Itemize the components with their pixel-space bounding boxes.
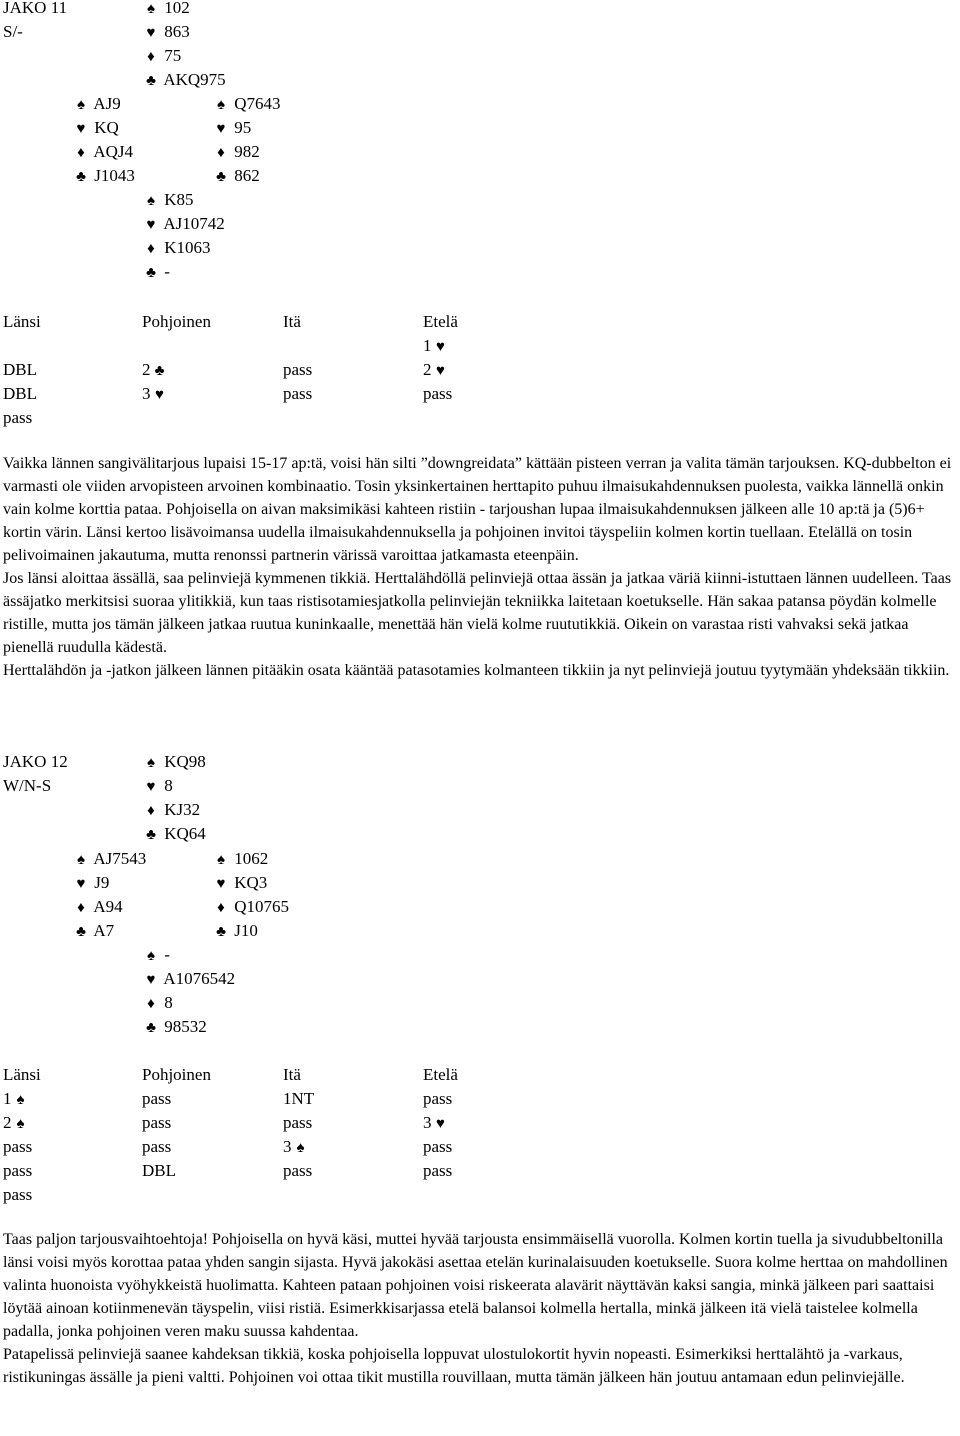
club-icon: ♣ [216,924,226,940]
north-clubs [142,822,206,847]
spade-icon: ♠ [147,948,155,964]
heart-icon: ♥ [76,876,86,892]
bid: pass [423,1089,453,1108]
bid: pass [3,1185,33,1204]
bid: pass [283,1161,313,1180]
spade-icon: ♠ [147,193,155,209]
vulnerability: W/N-S [3,776,52,795]
south-clubs [142,260,170,285]
paragraph: Taas paljon tarjousvaihtoehtoja! Pohjoisella on hyvä käsi, muttei hyvää tarjousta ensimmäisellä vuorolla. Kolmen kortin tuella ja sivudubbeltonilla länsi voisi myös korottaa pataa yhden sangin sijasta. Hyvä jakokäsi asettaa etelän kurinalaisuuden koetukselle. Suora kolme herttaa on mahdollinen valinta huonoista vyöhykkeistä huolimatta. Kahteen pataan pohjoinen voisi riskeerata alavärit näyttävän kaksi sangia, minkä jälkeen pari saattaisi löytää ainoan kotiinmenevän täyspelin, viisi ristiä. Esimerkkisarjassa etelä balansoi kolmella hertalla, minkä jälkeen itä vielä taistelee kolmella padalla, jonka pohjoinen veren maku suussa kahdentaa. [3,1231,948,1340]
east-hearts [212,116,251,141]
holding: 863 [164,22,190,41]
holding: J10 [234,921,258,940]
east-clubs [212,164,260,189]
deal-title: JAKO 11 [3,0,68,17]
heart-icon: ♥ [146,779,156,795]
heart-icon: ♥ [76,121,86,137]
north-clubs [142,68,226,93]
holding: A7 [93,921,115,940]
south-hearts [142,212,225,237]
bid: 1 ♠ [3,1087,30,1112]
bid: pass [423,1137,453,1156]
holding: K1063 [164,238,211,257]
south-diamonds [142,236,211,261]
club-icon: ♣ [146,265,156,281]
south-diamonds [142,991,173,1016]
west-diamonds [72,140,133,165]
diamond-icon: ♦ [217,900,225,916]
bid: 2 ♠ [3,1111,30,1136]
paragraph: Patapelissä pelinviejä saanee kahdeksan tikkiä, koska pohjoisella loppuvat ulostulokortit hyvin nopeasti. Esimerkiksi herttalähtö ja -varkaus, ristikuningas ässälle ja pieni valtti. Pohjoinen voi ottaa tikit mustilla rouvillaan, mutta tämän jälkeen hän joutuu antamaan edun pelinviejälle. [3,1346,905,1386]
bid: DBL [142,1161,176,1180]
holding: KQ64 [164,824,206,843]
west-clubs [72,919,114,944]
commentary [3,1228,958,1389]
north-hearts [142,774,173,799]
heart-icon: ♥ [436,363,445,379]
south-clubs [142,1015,207,1040]
heart-icon: ♥ [436,339,445,355]
bid: pass [142,1089,172,1108]
north-hearts [142,20,190,45]
bid: pass [3,1137,33,1156]
heart-icon: ♥ [146,972,156,988]
holding: J1043 [94,166,135,185]
bid: 3 ♠ [283,1135,310,1160]
west-hearts [72,116,119,141]
bid: pass [142,1113,172,1132]
vulnerability: S/- [3,22,23,41]
holding: AKQ975 [163,70,226,89]
club-icon: ♣ [146,827,156,843]
diamond-icon: ♦ [217,145,225,161]
holding: A1076542 [163,969,236,988]
holding: Q10765 [234,897,290,916]
bid-header-west: Länsi [3,312,41,331]
bid: pass [283,360,313,379]
holding: KJ32 [164,800,201,819]
holding: 862 [234,166,260,185]
bid-header-east: Itä [283,1065,301,1084]
west-spades [72,847,146,872]
heart-icon: ♥ [216,876,226,892]
bid: pass [3,1161,33,1180]
spade-icon: ♠ [217,97,225,113]
holding: J9 [94,873,110,892]
holding: 1062 [234,849,269,868]
west-hearts [72,871,109,896]
bid-header-south: Etelä [423,312,458,331]
paragraph: Jos länsi aloittaa ässällä, saa pelinviejä kymmenen tikkiä. Herttalähdöllä pelinviejä ottaa ässän ja jatkaa väriä kiinni-istuttaen lännen uudelleen. Taas ässäjatko merkitsisi suoraa ylitikkiä, kun taas ristisotamiesjatkolla pelinviejän tekniikka laitetaan koetukselle. Hän sakaa patansa pöydän kolmelle ristille, mutta jos tämän jälkeen jatkaa ruutua kuninkaalle, menettää hän vielä kolme ruututikkiä. Oikein on varastaa risti vahvaksi sekä jatkaa pienellä ruudulla kädestä. [3,570,952,656]
spade-icon: ♠ [296,1140,305,1156]
holding: - [164,945,170,964]
heart-icon: ♥ [146,25,156,41]
bid: pass [283,1113,313,1132]
paragraph: Herttalähdön ja -jatkon jälkeen lännen pitääkin osata kääntää patasotamies kolmanteen tikkiin ja nyt pelinviejä joutuu tyytymään yhdeksään tikkiin. [3,662,950,679]
holding: KQ [94,118,119,137]
bid-header-west: Länsi [3,1065,41,1084]
diamond-icon: ♦ [77,900,85,916]
heart-icon: ♥ [436,1116,445,1132]
diamond-icon: ♦ [77,145,85,161]
holding: KQ98 [164,752,206,771]
club-icon: ♣ [146,1020,156,1036]
east-hearts [212,871,267,896]
holding: - [164,262,170,281]
commentary [3,452,958,682]
west-diamonds [72,895,123,920]
bid: pass [423,384,453,403]
north-diamonds [142,798,200,823]
club-icon: ♣ [154,363,165,379]
club-icon: ♣ [76,169,86,185]
holding: 75 [164,46,182,65]
spade-icon: ♠ [147,755,155,771]
heart-icon: ♥ [216,121,226,137]
holding: Q7643 [234,94,281,113]
diamond-icon: ♦ [147,241,155,257]
holding: K85 [164,190,194,209]
holding: A94 [93,897,123,916]
deal-title: JAKO 12 [3,752,68,771]
spade-icon: ♠ [16,1116,25,1132]
holding: AJ9 [93,94,121,113]
west-spades [72,92,121,117]
bid: 3 ♥ [423,1111,450,1136]
diamond-icon: ♦ [147,49,155,65]
spade-icon: ♠ [77,97,85,113]
south-spades [142,188,194,213]
bid: pass [283,384,313,403]
bid: 1NT [283,1089,315,1108]
bid: pass [423,1161,453,1180]
holding: 98532 [164,1017,207,1036]
diamond-icon: ♦ [147,803,155,819]
holding: 8 [164,993,173,1012]
club-icon: ♣ [76,924,86,940]
holding: 982 [234,142,260,161]
east-spades [212,92,281,117]
diamond-icon: ♦ [147,996,155,1012]
holding: AJ7543 [93,849,147,868]
bid: 3 ♥ [142,382,169,407]
bid: 2 ♥ [423,358,450,383]
holding: AJ10742 [163,214,225,233]
bid: pass [3,408,33,427]
bid: pass [142,1137,172,1156]
holding: KQ3 [234,873,268,892]
south-hearts [142,967,235,992]
west-clubs [72,164,135,189]
holding: 95 [234,118,252,137]
bid-header-north: Pohjoinen [142,1065,211,1084]
club-icon: ♣ [216,169,226,185]
south-spades [142,943,170,968]
paragraph: Vaikka lännen sangivälitarjous lupaisi 15-17 ap:tä, voisi hän silti ”downgreidata” kättään pisteen verran ja valita tämän tarjouksen. KQ-dubbelton ei varmasti ole viiden arvopisteen arvoinen kombinaatio. Tosin yksinkertainen herttapito puhuu ilmaisukahdennuksen puolesta, vaikka lännellä onkin vain kolme korttia pataa. Pohjoisella on aivan maksimikäsi kahteen ristiin - tarjoushan lupaa ilmaisukahdennuksen jälkeen alle 10 ap:tä ja (5)6+ kortin värin. Länsi kertoo lisävoimansa uudella ilmaisukahdennuksella ja pohjoinen invitoi täyspeliin kolmen kortin tuellaan. Etelällä on tosin pelivoimainen jakautuma, mutta renonssi partnerin värissä varoittaa jatkamasta eteenpäin. [3,455,952,564]
club-icon: ♣ [146,73,156,89]
east-clubs [212,919,258,944]
holding: AQJ4 [93,142,133,161]
holding: 8 [164,776,173,795]
holding: 102 [164,0,190,17]
east-diamonds [212,140,260,165]
north-diamonds [142,44,181,69]
bid-header-east: Itä [283,312,301,331]
heart-icon: ♥ [155,387,164,403]
bid-header-south: Etelä [423,1065,458,1084]
spade-icon: ♠ [16,1092,25,1108]
bid: 2 ♣ [142,358,169,383]
bid-header-north: Pohjoinen [142,312,211,331]
east-spades [212,847,268,872]
spade-icon: ♠ [77,852,85,868]
heart-icon: ♥ [146,217,156,233]
spade-icon: ♠ [217,852,225,868]
east-diamonds [212,895,289,920]
spade-icon: ♠ [147,1,155,17]
bid: DBL [3,384,37,403]
north-spades [142,750,206,775]
north-spades [142,0,190,21]
bid: DBL [3,360,37,379]
bid: 1 ♥ [423,334,450,359]
